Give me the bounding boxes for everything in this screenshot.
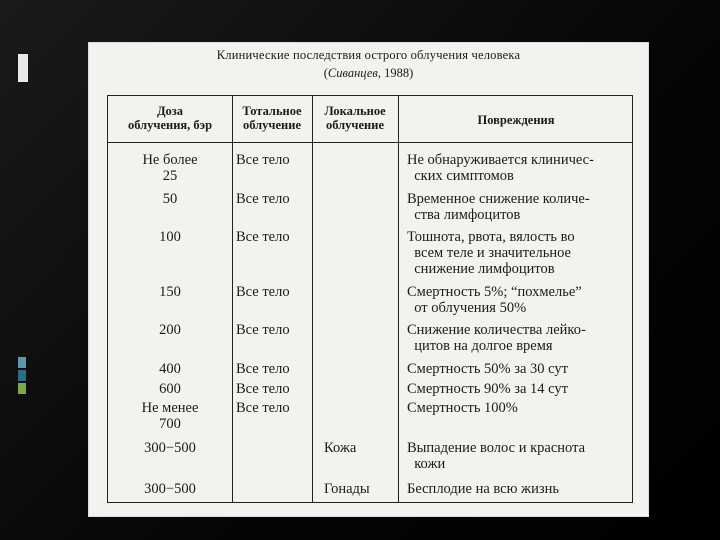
source-year: , 1988) [377,66,414,80]
cell-total: Все тело [236,381,290,397]
header-divider [108,142,632,143]
cell-damage: Выпадение волос и краснота кожи [407,440,586,472]
header-damage: Повреждения [477,113,555,127]
radiation-effects-table [107,95,633,503]
cell-dose: 400 [159,361,181,377]
cell-local: Гонады [324,481,370,497]
cell-total: Все тело [236,361,290,377]
cell-total: Все тело [236,322,290,338]
cell-dose: 300−500 [144,440,196,456]
cell-total: Все тело [236,229,290,245]
header-local-exposure: Локальное облучение [324,104,386,132]
header-total-exposure: Тотальное облучение [242,104,302,132]
scanned-table-image [88,42,649,517]
cell-damage: Смертность 100% [407,400,518,416]
cell-damage: Смертность 5%; “похмелье” от облучения 50% [407,284,582,316]
header-dose: Доза облучения, бэр [127,104,213,132]
cell-local: Кожа [324,440,357,456]
cell-damage: Не обнаруживается клиничес- ских симптомов [407,152,594,184]
decorative-square-green [18,383,26,394]
decorative-square-teal [18,370,26,381]
cell-damage: Тошнота, рвота, вялость во всем теле и значительное снижение лимфоцитов [407,229,575,277]
cell-dose: 300−500 [144,481,196,497]
cell-dose: 600 [159,381,181,397]
column-divider [398,96,399,502]
table-source: (Сиванцев, 1988) [323,66,414,80]
cell-damage: Бесплодие на всю жизнь [407,481,559,497]
cell-total: Все тело [236,191,290,207]
cell-damage: Временное снижение количе- ства лимфоцитов [407,191,590,223]
cell-dose: 50 [162,191,178,207]
source-author: Сиванцев [327,66,378,80]
cell-dose: 200 [159,322,181,338]
cell-damage: Смертность 50% за 30 сут [407,361,569,377]
cell-dose: 100 [159,229,181,245]
cell-damage: Снижение количества лейко- цитов на долгое время [407,322,586,354]
column-divider [312,96,313,502]
cell-dose: 150 [159,284,181,300]
decorative-bar [18,54,28,82]
column-divider [232,96,233,502]
cell-dose: Не менее 700 [141,400,199,432]
cell-dose: Не более 25 [142,152,198,184]
table-title: Клинические последствия острого облучения человека [216,48,521,62]
cell-damage: Смертность 90% за 14 сут [407,381,569,397]
cell-total: Все тело [236,284,290,300]
cell-total: Все тело [236,152,290,168]
decorative-square-blue [18,357,26,368]
cell-total: Все тело [236,400,290,416]
